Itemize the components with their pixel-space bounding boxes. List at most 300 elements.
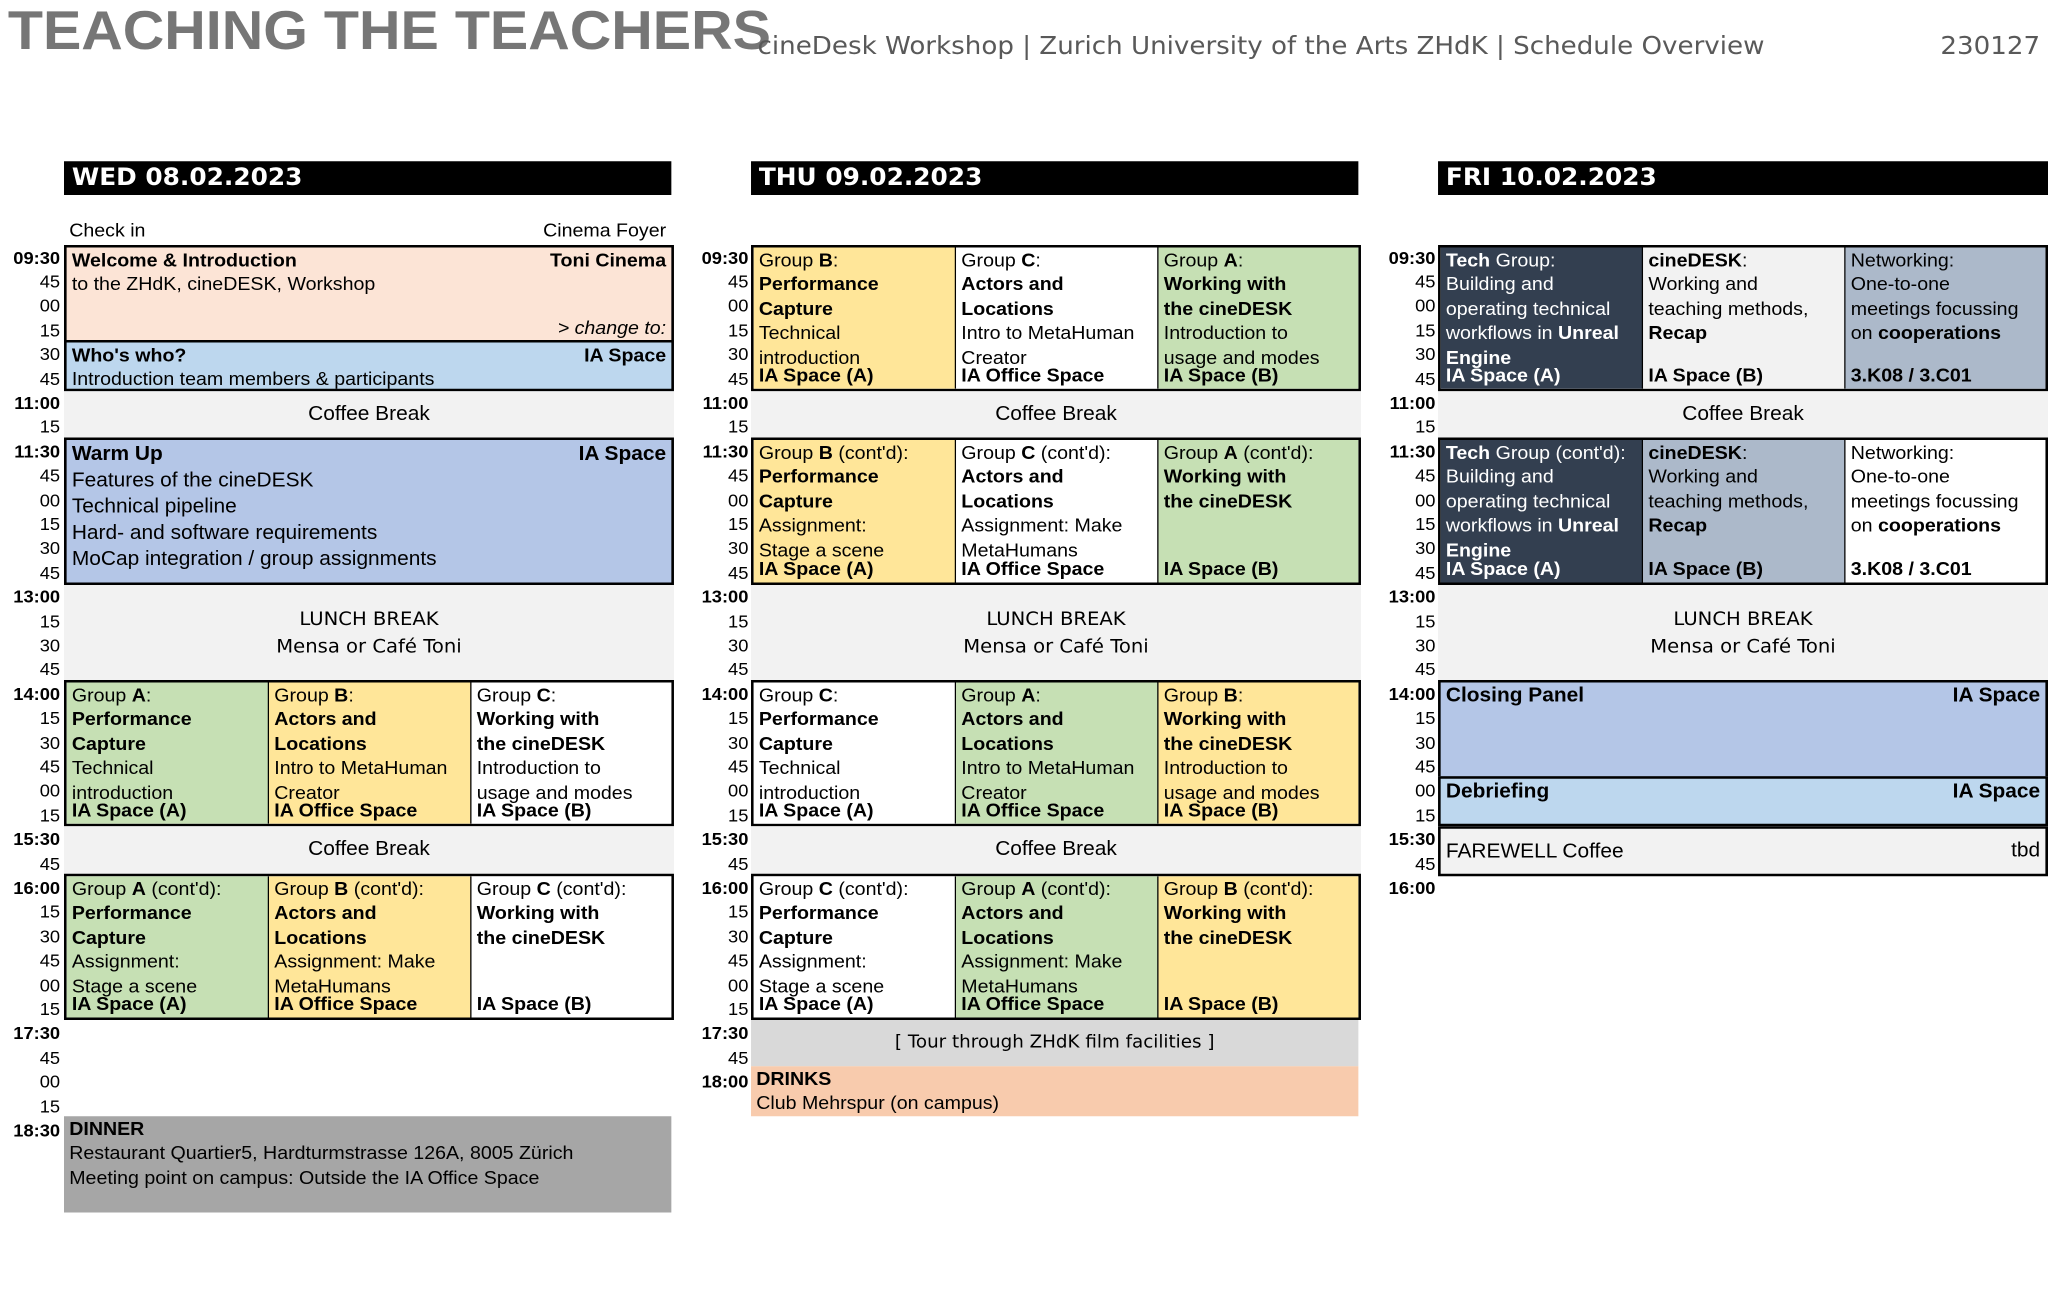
session-title-line: Actors and xyxy=(961,466,1064,489)
session-title xyxy=(759,708,950,732)
session-desc-line: teaching methods, xyxy=(1648,298,1809,320)
session-desc xyxy=(1446,514,1637,538)
session-desc-line: Technical xyxy=(71,757,154,780)
warm-up-item: Technical pipeline xyxy=(71,496,237,518)
session-desc-line: Assignment: xyxy=(758,951,867,973)
session-desc-line: Working and xyxy=(1648,274,1758,296)
session-desc-line: Assignment: Make xyxy=(274,951,436,973)
session-desc-line: One-to-one xyxy=(1850,466,1950,489)
session-desc-line: Creator xyxy=(961,347,1027,369)
session-location: IA Space (A) xyxy=(758,558,874,580)
time-label: 45 xyxy=(1415,562,1436,583)
session-title xyxy=(961,708,1152,732)
lunch-location: Mensa or Café Toni xyxy=(963,635,1149,658)
day-header-wed: WED 08.02.2023 xyxy=(64,161,671,195)
session-desc xyxy=(274,757,465,781)
session-thu-afternoon-2 xyxy=(751,874,1361,1020)
group-label xyxy=(274,684,465,708)
session-heading-bold: cineDESK xyxy=(1648,442,1742,464)
session-title xyxy=(961,732,1152,756)
time-label: 45 xyxy=(1415,271,1436,292)
time-label: 45 xyxy=(39,465,61,486)
session-desc xyxy=(274,950,465,974)
session-desc xyxy=(759,950,950,974)
session-desc-line: operating technical xyxy=(1445,298,1611,320)
time-label: 30 xyxy=(1415,731,1436,752)
checkin-row xyxy=(64,218,671,244)
group-session-cell xyxy=(67,683,269,824)
group-session-cell xyxy=(1159,876,1359,1017)
session-desc-line: Technical xyxy=(758,322,841,345)
group-label xyxy=(961,878,1152,902)
session-desc xyxy=(1851,466,2040,490)
time-label: 15 xyxy=(1415,416,1436,437)
group-session-cell xyxy=(956,248,1158,389)
session-desc-line: Creator xyxy=(274,782,340,804)
group-prefix: Group xyxy=(476,685,537,707)
time-label: 45 xyxy=(39,271,61,292)
whos-who-title: Who's who? xyxy=(71,345,187,367)
time-label: 00 xyxy=(1415,780,1436,801)
session-location: IA Office Space xyxy=(961,799,1105,821)
session-desc xyxy=(1446,273,1637,297)
time-label: 13:00 xyxy=(701,586,749,607)
session-heading-rest: Group (cont'd): xyxy=(1490,442,1626,464)
session-heading xyxy=(1851,441,2040,465)
session-desc xyxy=(1851,297,2040,321)
time-label: 15 xyxy=(728,998,749,1019)
group-session-cell xyxy=(754,876,956,1017)
session-desc-bold: Recap xyxy=(1648,515,1708,537)
group-prefix: Group xyxy=(274,685,335,707)
time-label: 15 xyxy=(39,319,61,340)
session-desc-line: Assignment: Make xyxy=(961,515,1123,537)
time-label: 30 xyxy=(728,537,749,558)
time-label: 45 xyxy=(728,659,749,680)
time-label: 30 xyxy=(1415,634,1436,655)
session-location: IA Space (B) xyxy=(1163,364,1279,386)
group-session-cell xyxy=(956,683,1158,824)
session-title-line: the cineDESK xyxy=(1163,491,1293,513)
group-prefix: Group xyxy=(1163,442,1224,464)
session-title xyxy=(759,273,950,297)
warm-up-title: Warm Up xyxy=(71,443,163,465)
lunch-location: Mensa or Café Toni xyxy=(1650,635,1836,658)
coffee-break-thu-2: Coffee Break xyxy=(751,826,1361,874)
group-label xyxy=(72,878,263,902)
time-label: 13:00 xyxy=(13,586,61,607)
session-title-line: the cineDESK xyxy=(476,733,606,755)
group-prefix: Group xyxy=(758,878,819,900)
time-label: 00 xyxy=(39,489,61,510)
session-desc xyxy=(961,757,1152,781)
session-title xyxy=(961,297,1152,321)
session-desc xyxy=(1851,273,2040,297)
welcome-title: Welcome & Introduction xyxy=(71,250,297,272)
group-session-cell xyxy=(472,876,672,1017)
group-letter: C xyxy=(1021,250,1036,272)
welcome-note: > change to: xyxy=(557,316,667,339)
group-prefix: Group xyxy=(274,878,335,900)
session-title-line: Actors and xyxy=(274,903,377,925)
session-desc xyxy=(961,950,1152,974)
group-letter: C xyxy=(818,878,833,900)
time-label: 15 xyxy=(1415,804,1436,825)
session-desc-line: Intro to MetaHuman xyxy=(961,757,1135,780)
session-desc-line: introduction xyxy=(758,782,861,804)
warm-up-item: Hard- and software requirements xyxy=(71,522,378,544)
group-suffix: : xyxy=(1035,685,1041,707)
session-location: IA Space (A) xyxy=(71,993,187,1015)
session-desc xyxy=(759,514,950,538)
session-title xyxy=(274,902,465,926)
time-label: 45 xyxy=(39,562,61,583)
group-prefix: Group xyxy=(758,250,819,272)
session-heading xyxy=(1648,441,1839,465)
session-location: IA Space (B) xyxy=(476,993,592,1015)
group-session-cell xyxy=(1159,440,1359,583)
session-desc-line: One-to-one xyxy=(1850,274,1950,296)
time-label: 45 xyxy=(728,853,749,874)
time-label: 14:00 xyxy=(1388,683,1436,704)
time-label: 45 xyxy=(728,950,749,971)
session-location: IA Space (B) xyxy=(1648,364,1763,386)
session-fri-morning-2 xyxy=(1438,438,2048,586)
group-letter: A xyxy=(1021,685,1036,707)
time-label: 13:00 xyxy=(1388,586,1436,607)
time-label: 15 xyxy=(1415,707,1436,728)
group-session-cell xyxy=(1159,248,1359,389)
group-suffix: : xyxy=(348,685,354,707)
time-label: 11:00 xyxy=(702,392,749,413)
session-desc xyxy=(961,514,1152,538)
session-desc xyxy=(1164,757,1353,781)
time-label: 00 xyxy=(39,780,61,801)
session-title-line: Working with xyxy=(1163,903,1287,925)
session-location: IA Office Space xyxy=(274,799,418,821)
group-label xyxy=(759,684,950,708)
session-title xyxy=(759,902,950,926)
group-suffix: : xyxy=(832,250,839,272)
time-label: 00 xyxy=(39,295,61,316)
session-desc-line: meetings focussing xyxy=(1850,491,2019,513)
farewell-location: tbd xyxy=(2011,840,2041,862)
session-title xyxy=(1164,466,1353,490)
debriefing-title: Debriefing xyxy=(1445,781,1550,803)
group-session-cell xyxy=(1159,683,1359,824)
session-desc-line: Working and xyxy=(1648,466,1758,489)
session-title xyxy=(961,926,1152,950)
session-fri-morning-1 xyxy=(1438,245,2048,391)
session-location: IA Space (B) xyxy=(1163,799,1279,821)
session-location: IA Space (A) xyxy=(71,799,187,821)
session-location: IA Space (B) xyxy=(1163,993,1279,1015)
session-location: IA Office Space xyxy=(961,558,1105,580)
time-label: 45 xyxy=(39,659,61,680)
drinks-location: Club Mehrspur (on campus) xyxy=(756,1093,1000,1115)
checkin-label: Check in xyxy=(69,220,146,242)
group-prefix: Group xyxy=(476,878,537,900)
warm-up-location: IA Space xyxy=(578,443,667,465)
session-thu-afternoon-1 xyxy=(751,680,1361,826)
time-label: 00 xyxy=(728,974,749,995)
group-label xyxy=(961,684,1152,708)
session-title-line: Locations xyxy=(961,733,1054,755)
session-desc-line: Assignment: xyxy=(71,951,180,973)
time-label: 15 xyxy=(728,513,749,534)
time-label: 45 xyxy=(1415,368,1436,389)
session-title xyxy=(72,708,263,732)
group-letter: B xyxy=(1223,878,1238,900)
session-title-line: Performance xyxy=(71,903,192,925)
time-label: 15 xyxy=(728,319,749,340)
group-session-cell xyxy=(269,876,471,1017)
time-label: 45 xyxy=(39,853,61,874)
session-desc-line: Building and xyxy=(1445,466,1554,489)
session-heading-rest: : xyxy=(1741,442,1748,464)
time-label: 45 xyxy=(39,368,61,389)
group-session-cell xyxy=(754,440,956,583)
session-title xyxy=(759,297,950,321)
session-desc-line: MetaHumans xyxy=(961,975,1078,998)
session-title-line: Performance xyxy=(758,466,879,489)
session-title-line: Working with xyxy=(1163,274,1287,296)
session-desc-line: Creator xyxy=(961,782,1027,804)
session-desc-line: Intro to MetaHuman xyxy=(961,322,1135,345)
group-session-cell xyxy=(754,248,956,389)
group-label xyxy=(759,878,950,902)
time-label: 30 xyxy=(728,925,749,946)
session-desc xyxy=(1648,273,1839,297)
time-label: 16:00 xyxy=(13,877,61,898)
lunch-title: LUNCH BREAK xyxy=(1673,607,1813,630)
session-desc xyxy=(1446,322,1637,346)
session-heading-bold: cineDESK xyxy=(1648,250,1742,272)
session-location: IA Space (B) xyxy=(1648,558,1763,580)
session-title xyxy=(477,732,666,756)
time-label: 15 xyxy=(1415,610,1436,631)
session-title-line: Capture xyxy=(71,733,146,755)
session-location: IA Space (B) xyxy=(1163,558,1279,580)
time-label: 30 xyxy=(1415,537,1436,558)
group-letter: B xyxy=(818,250,833,272)
session-title xyxy=(1164,490,1353,514)
time-label: 15 xyxy=(1415,513,1436,534)
time-label: 15 xyxy=(728,610,749,631)
session-title-line: Performance xyxy=(758,709,879,731)
time-label: 00 xyxy=(39,974,61,995)
welcome-block xyxy=(64,245,674,343)
group-session-cell xyxy=(67,876,269,1017)
session-desc-line: Introduction to xyxy=(476,757,601,780)
time-label: 45 xyxy=(1415,853,1436,874)
friday-session-cell xyxy=(1846,248,2046,389)
group-label xyxy=(274,878,465,902)
session-desc-line: Stage a scene xyxy=(758,975,885,998)
group-suffix: : xyxy=(1237,250,1244,272)
session-heading-rest: Networking: xyxy=(1850,250,1955,272)
group-suffix: (cont'd): xyxy=(1035,878,1111,900)
session-desc-bold: Unreal xyxy=(1558,515,1619,537)
friday-session-cell xyxy=(1846,440,2046,583)
coffee-break-wed-1: Coffee Break xyxy=(64,391,674,437)
session-desc xyxy=(961,322,1152,346)
session-desc-line: introduction xyxy=(758,347,861,369)
session-desc-bold: Recap xyxy=(1648,322,1708,345)
time-label: 09:30 xyxy=(701,246,749,267)
time-label: 15 xyxy=(39,1095,61,1116)
time-label: 15 xyxy=(39,416,61,437)
time-label: 15 xyxy=(39,513,61,534)
session-location: IA Space (A) xyxy=(1445,364,1561,386)
session-heading-bold: Tech xyxy=(1445,250,1491,272)
time-label: 15 xyxy=(39,998,61,1019)
farewell-coffee-block xyxy=(1438,826,2048,876)
group-letter: C xyxy=(818,685,833,707)
session-location: IA Office Space xyxy=(961,364,1105,386)
time-label: 15:30 xyxy=(13,828,61,849)
group-suffix: : xyxy=(1035,250,1041,272)
session-title-line: Actors and xyxy=(961,709,1064,731)
session-title xyxy=(1164,902,1353,926)
session-desc xyxy=(1648,297,1839,321)
time-label: 15:30 xyxy=(1388,828,1436,849)
lunch-title: LUNCH BREAK xyxy=(986,607,1126,630)
session-desc-line: usage and modes xyxy=(1163,347,1320,369)
coffee-break-fri-1: Coffee Break xyxy=(1438,391,2048,437)
time-label: 15 xyxy=(39,901,61,922)
session-desc-line: MetaHumans xyxy=(274,975,391,998)
group-letter: B xyxy=(334,685,349,707)
coffee-break-thu-1: Coffee Break xyxy=(751,391,1361,437)
session-title-line: Capture xyxy=(758,298,833,320)
session-heading-rest: Networking: xyxy=(1850,442,1955,464)
group-label xyxy=(72,684,263,708)
time-label: 15 xyxy=(728,804,749,825)
session-desc-line: workflows in xyxy=(1445,515,1559,537)
time-label: 00 xyxy=(728,489,749,510)
session-title xyxy=(1164,708,1353,732)
group-prefix: Group xyxy=(1163,685,1224,707)
group-letter: C xyxy=(1021,442,1036,464)
group-letter: C xyxy=(536,685,551,707)
session-desc-line: MetaHumans xyxy=(961,539,1078,561)
document-code: 230127 xyxy=(1940,30,2041,60)
session-desc xyxy=(1851,514,2040,538)
session-location: IA Space (A) xyxy=(758,364,874,386)
time-label: 30 xyxy=(39,537,61,558)
session-title-line: Capture xyxy=(758,927,833,949)
time-label: 30 xyxy=(728,634,749,655)
session-desc-line: operating technical xyxy=(1445,491,1611,513)
group-letter: A xyxy=(1223,442,1238,464)
whos-who-subtitle: Introduction team members & participants xyxy=(71,369,435,391)
session-heading-bold: Tech xyxy=(1445,442,1491,464)
group-letter: C xyxy=(536,878,551,900)
lunch-location: Mensa or Café Toni xyxy=(276,635,462,658)
group-label xyxy=(477,684,666,708)
group-session-cell xyxy=(754,683,956,824)
group-label xyxy=(759,441,950,465)
group-prefix: Group xyxy=(961,878,1022,900)
session-desc-line: Introduction to xyxy=(1163,757,1288,780)
session-desc-line: Technical xyxy=(758,757,841,780)
page-subtitle: cineDesk Workshop | Zurich University of the Arts ZHdK | Schedule Overview xyxy=(757,30,1765,60)
session-desc-line: usage and modes xyxy=(1163,782,1320,804)
session-desc-bold: cooperations xyxy=(1878,322,2002,345)
group-session-cell xyxy=(956,440,1158,583)
time-label: 45 xyxy=(39,950,61,971)
checkin-location: Cinema Foyer xyxy=(543,220,667,242)
session-title xyxy=(1164,273,1353,297)
session-title xyxy=(961,273,1152,297)
session-desc xyxy=(759,757,950,781)
session-location: 3.K08 / 3.C01 xyxy=(1850,558,1972,580)
group-suffix: (cont'd): xyxy=(832,878,909,900)
group-suffix: (cont'd): xyxy=(550,878,627,900)
group-suffix: (cont'd): xyxy=(145,878,222,900)
session-wed-afternoon-1 xyxy=(64,680,674,826)
time-label: 45 xyxy=(39,1047,61,1068)
warm-up-item: Features of the cineDESK xyxy=(71,470,314,492)
time-label: 30 xyxy=(1415,343,1436,364)
time-label: 11:30 xyxy=(14,440,61,461)
session-location: 3.K08 / 3.C01 xyxy=(1850,364,1972,386)
session-heading-rest: Group: xyxy=(1490,250,1556,272)
time-label: 45 xyxy=(728,1047,749,1068)
time-label: 45 xyxy=(39,756,61,777)
session-title-line: the cineDESK xyxy=(1163,298,1293,320)
session-desc-line: Building and xyxy=(1445,274,1554,296)
time-label: 00 xyxy=(39,1071,61,1092)
session-desc-line: workflows in xyxy=(1445,322,1559,345)
session-title-line: Locations xyxy=(961,298,1054,320)
time-label: 15 xyxy=(728,416,749,437)
friday-session-cell xyxy=(1441,248,1643,389)
session-heading xyxy=(1851,249,2040,273)
group-prefix: Group xyxy=(1163,878,1224,900)
time-label: 15:30 xyxy=(701,828,749,849)
group-suffix: (cont'd): xyxy=(1035,442,1111,464)
time-label: 11:30 xyxy=(702,440,749,461)
session-heading xyxy=(1446,441,1637,465)
group-prefix: Group xyxy=(961,685,1022,707)
debriefing-block xyxy=(1438,776,2048,826)
warm-up-block xyxy=(64,438,674,586)
friday-session-cell xyxy=(1441,440,1643,583)
session-title xyxy=(1164,297,1353,321)
group-session-cell xyxy=(472,683,672,824)
time-label: 16:00 xyxy=(701,877,749,898)
time-label: 00 xyxy=(1415,489,1436,510)
session-desc-bold: cooperations xyxy=(1878,515,2002,537)
time-label: 15 xyxy=(728,707,749,728)
time-label: 17:30 xyxy=(701,1022,749,1043)
session-desc-line: usage and modes xyxy=(476,782,633,804)
session-title xyxy=(961,466,1152,490)
group-letter: A xyxy=(131,685,146,707)
friday-session-cell xyxy=(1643,440,1845,583)
session-title-line: the cineDESK xyxy=(1163,927,1293,949)
time-label: 18:00 xyxy=(701,1071,749,1092)
session-desc xyxy=(1648,514,1839,538)
closing-panel-location: IA Space xyxy=(1952,685,2041,707)
group-label xyxy=(1164,441,1353,465)
session-location: IA Space (A) xyxy=(758,799,874,821)
group-letter: B xyxy=(818,442,833,464)
time-label: 11:00 xyxy=(14,392,61,413)
time-label: 09:30 xyxy=(13,246,61,267)
